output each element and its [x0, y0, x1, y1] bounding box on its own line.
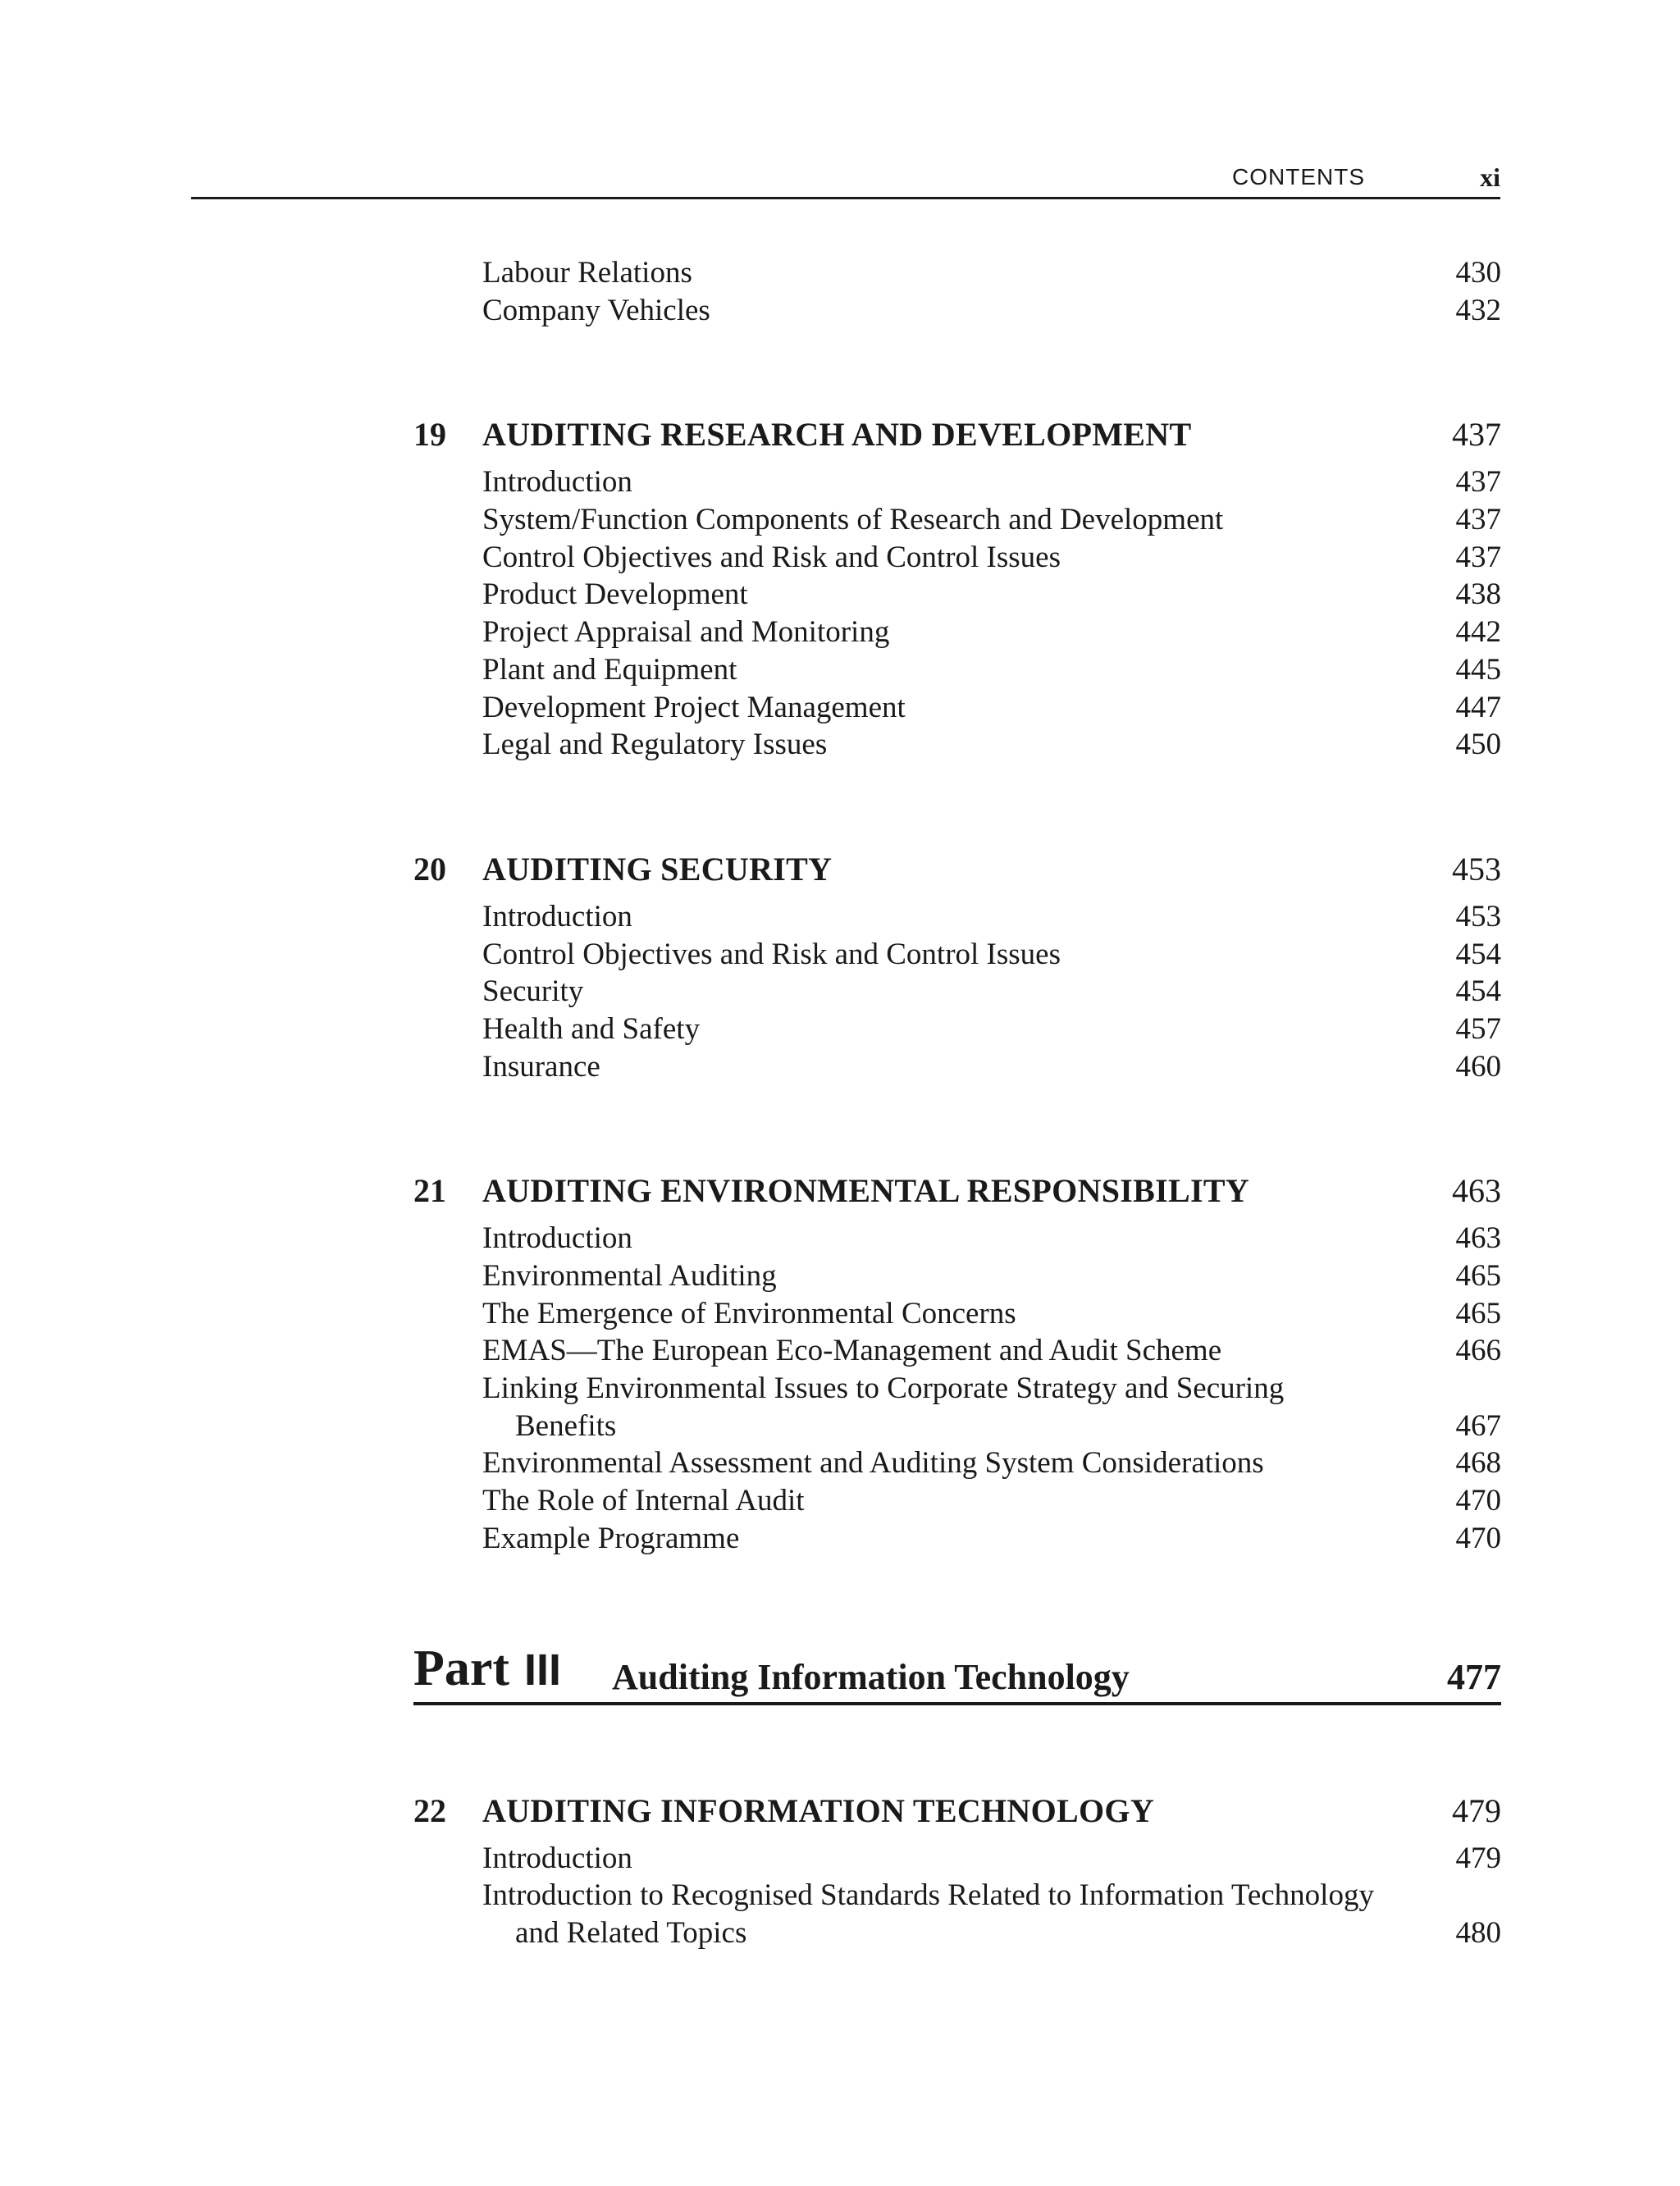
chapter-heading-19[interactable]	[413, 406, 1501, 463]
toc-entry[interactable]	[413, 726, 1501, 764]
toc-entry-title: Environmental Assessment and Auditing System Considerations	[482, 1446, 1264, 1481]
toc-entry-page: 442	[1455, 615, 1501, 650]
toc-entry-title: Linking Environmental Issues to Corporate Strategy and Securing	[482, 1371, 1285, 1406]
toc-entry-title: Environmental Auditing	[482, 1259, 777, 1293]
toc-entry[interactable]	[413, 898, 1501, 936]
toc-entry-page: 437	[1455, 503, 1501, 537]
toc-entry-title: EMAS—The European Eco-Management and Audit Scheme	[482, 1334, 1222, 1368]
toc-entry-page: 466	[1455, 1334, 1501, 1368]
toc-entry[interactable]	[413, 1011, 1501, 1048]
chapter-number: 22	[413, 1791, 446, 1829]
toc-entry[interactable]	[413, 1370, 1501, 1408]
toc-entry-page: 450	[1455, 728, 1501, 762]
toc-entry-title: Introduction	[482, 1221, 632, 1256]
toc-entry-page: 437	[1455, 465, 1501, 500]
chapter-page: 479	[1452, 1791, 1501, 1829]
toc-entry-title: Project Appraisal and Monitoring	[482, 615, 890, 650]
toc-entry-page: 445	[1455, 652, 1501, 687]
toc-entry[interactable]	[413, 576, 1501, 614]
toc-entry-title: The Emergence of Environmental Concerns	[482, 1296, 1016, 1330]
toc-entry-title: Labour Relations	[482, 256, 692, 290]
toc-entry[interactable]	[413, 973, 1501, 1011]
chapter-number: 20	[413, 850, 446, 888]
toc-entry-title: Insurance	[482, 1049, 600, 1084]
toc-entry-title-continuation: and Related Topics	[515, 1915, 747, 1950]
toc-entry[interactable]	[413, 292, 1501, 330]
toc-entry[interactable]	[413, 254, 1501, 292]
chapter-title: AUDITING SECURITY	[482, 850, 833, 888]
part-word: Part	[413, 1640, 510, 1696]
chapter-page: 453	[1452, 850, 1501, 888]
toc-entry-page: 470	[1455, 1521, 1501, 1555]
toc-entry-page: 470	[1455, 1484, 1501, 1518]
toc-entry-title: Introduction to Recognised Standards Related to Information Technology	[482, 1878, 1374, 1913]
toc-entry-page: 432	[1455, 293, 1501, 327]
toc-entry-title: Example Programme	[482, 1521, 740, 1555]
part-title: Auditing Information Technology	[612, 1656, 1130, 1697]
part-roman-numeral: III	[524, 1645, 562, 1695]
toc-entry-page: 457	[1455, 1011, 1501, 1046]
toc-entry-page: 454	[1455, 974, 1501, 1009]
toc-entry-page: 468	[1455, 1446, 1501, 1481]
toc-entry[interactable]	[413, 614, 1501, 651]
toc-entry[interactable]	[413, 1048, 1501, 1086]
toc-entry[interactable]	[413, 463, 1501, 501]
toc-entry-page: 453	[1455, 899, 1501, 933]
toc-entry-page: 480	[1455, 1915, 1501, 1950]
running-header-label: CONTENTS	[1232, 164, 1365, 189]
toc-entry-page: 467	[1455, 1408, 1501, 1443]
toc-entry-title: Company Vehicles	[482, 293, 710, 327]
running-header	[191, 161, 1500, 199]
toc-entry[interactable]	[413, 651, 1501, 689]
chapter-heading-20[interactable]	[413, 841, 1501, 898]
toc-entry-title: Security	[482, 974, 584, 1009]
toc-entry-title: Plant and Equipment	[482, 652, 737, 687]
toc-entry-page: 454	[1455, 937, 1501, 971]
toc-entry[interactable]	[413, 1520, 1501, 1558]
chapter-number: 21	[413, 1172, 446, 1210]
toc-entry-page: 430	[1455, 256, 1501, 290]
toc-entry-title: Legal and Regulatory Issues	[482, 728, 828, 762]
toc-entry[interactable]	[413, 1332, 1501, 1370]
toc-entry[interactable]	[413, 501, 1501, 539]
part-heading-3[interactable]	[413, 1633, 1501, 1705]
part-page: 477	[1447, 1656, 1501, 1697]
toc-entry-title: Product Development	[482, 577, 748, 612]
toc-entry[interactable]	[413, 1444, 1501, 1482]
toc-entry[interactable]	[413, 539, 1501, 577]
chapter-number: 19	[413, 416, 446, 454]
toc-entry-page: 465	[1455, 1259, 1501, 1293]
toc-entry-title: Introduction	[482, 899, 632, 933]
toc-entry[interactable]	[413, 1257, 1501, 1295]
toc-entry[interactable]	[413, 936, 1501, 974]
toc-entry[interactable]	[413, 1482, 1501, 1520]
part-label	[413, 1640, 562, 1696]
toc-entry[interactable]	[413, 689, 1501, 727]
chapter-title: AUDITING INFORMATION TECHNOLOGY	[482, 1791, 1155, 1829]
toc-entry-continuation[interactable]	[413, 1408, 1501, 1445]
toc-entry-title: System/Function Components of Research and Development	[482, 503, 1224, 537]
toc-entry-page: 438	[1455, 577, 1501, 612]
chapter-page: 463	[1452, 1172, 1501, 1210]
toc-entry[interactable]	[413, 1840, 1501, 1878]
toc-entry-title: Health and Safety	[482, 1011, 701, 1046]
toc-entry-page: 437	[1455, 540, 1501, 574]
toc-entry[interactable]	[413, 1220, 1501, 1257]
toc-entry-title: Introduction	[482, 465, 632, 500]
toc-entry-page: 460	[1455, 1049, 1501, 1084]
toc-entry-page: 465	[1455, 1296, 1501, 1330]
page-number: xi	[1480, 162, 1500, 192]
toc-entry[interactable]	[413, 1295, 1501, 1333]
toc-entry-page: 463	[1455, 1221, 1501, 1256]
toc-entry-page: 479	[1455, 1841, 1501, 1875]
toc-entry-title-continuation: Benefits	[515, 1408, 617, 1443]
chapter-heading-21[interactable]	[413, 1162, 1501, 1220]
toc-entry-title: Control Objectives and Risk and Control Issues	[482, 937, 1061, 971]
toc-entry-title: Development Project Management	[482, 690, 906, 724]
toc-entry[interactable]	[413, 1877, 1501, 1914]
chapter-page: 437	[1452, 416, 1501, 454]
chapter-title: AUDITING ENVIRONMENTAL RESPONSIBILITY	[482, 1172, 1249, 1210]
chapter-title: AUDITING RESEARCH AND DEVELOPMENT	[482, 416, 1192, 454]
toc-entry-title: The Role of Internal Audit	[482, 1484, 805, 1518]
toc-entry-title: Control Objectives and Risk and Control Issues	[482, 540, 1061, 574]
table-of-contents	[413, 254, 1501, 1952]
chapter-heading-22[interactable]	[413, 1782, 1501, 1840]
toc-entry-page: 447	[1455, 690, 1501, 724]
toc-entry-title: Introduction	[482, 1841, 632, 1875]
toc-entry-continuation[interactable]	[413, 1914, 1501, 1952]
